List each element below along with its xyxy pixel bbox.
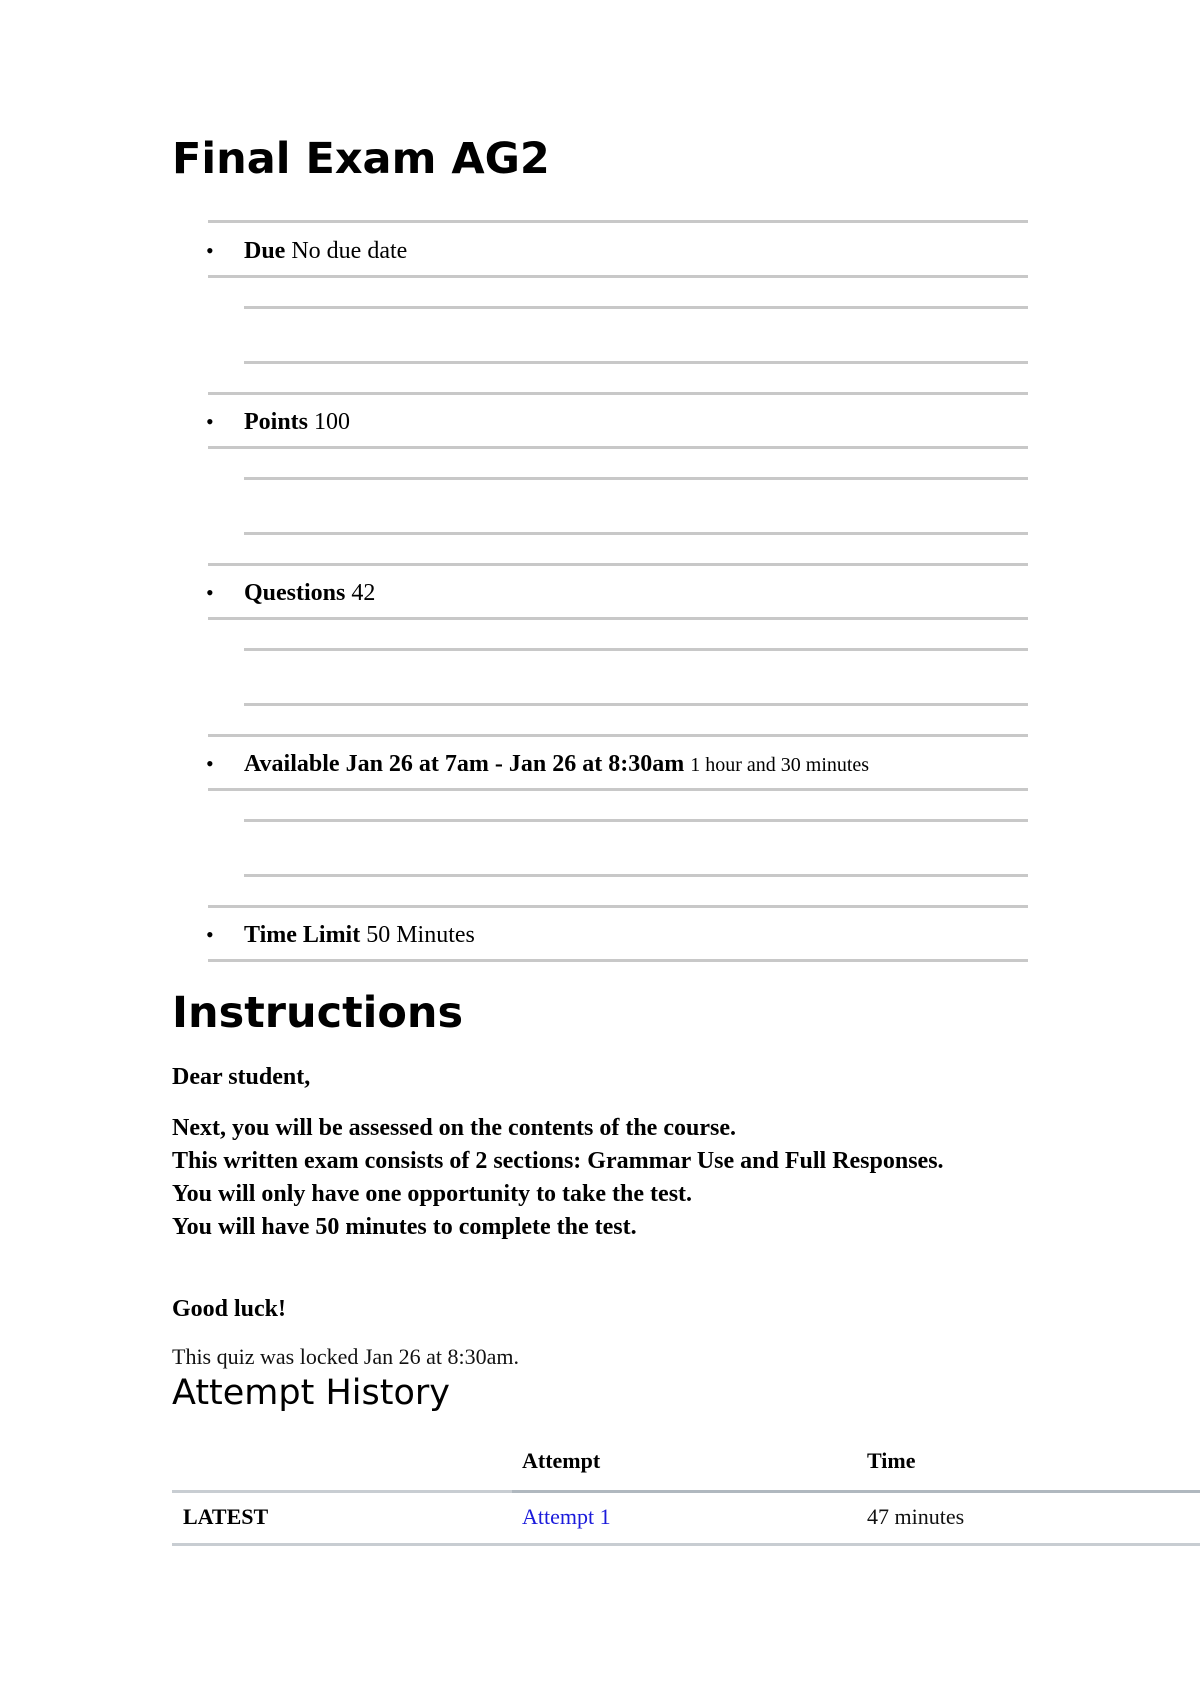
attempt-status-badge: LATEST <box>183 1504 269 1529</box>
detail-due <box>206 231 1036 271</box>
instructions-line: This written exam consists of 2 sections: Grammar Use and Full Responses. <box>172 1148 944 1174</box>
divider <box>208 275 1028 278</box>
divider <box>208 734 1028 737</box>
detail-label: Questions <box>244 580 346 606</box>
divider <box>208 959 1028 962</box>
divider <box>208 617 1028 620</box>
divider <box>208 220 1028 223</box>
attempt-history-heading: Attempt History <box>172 1373 450 1413</box>
instructions-line: You will have 50 minutes to complete the test. <box>172 1214 637 1240</box>
instructions-body <box>172 1112 972 1244</box>
detail-value: 50 Minutes <box>366 922 475 948</box>
divider <box>244 477 1028 480</box>
detail-value: 42 <box>351 580 376 606</box>
instructions-greeting: Dear student, <box>172 1064 311 1090</box>
bullet: • <box>206 238 214 263</box>
instructions-line: Next, you will be assessed on the contents of the course. <box>172 1115 736 1141</box>
detail-label: Due <box>244 238 286 264</box>
bullet: • <box>206 751 214 776</box>
divider <box>208 905 1028 908</box>
page-title: Final Exam AG2 <box>172 134 550 184</box>
table-divider <box>172 1543 1200 1546</box>
instructions-line: You will only have one opportunity to take the test. <box>172 1181 693 1207</box>
detail-value: 100 <box>314 409 351 435</box>
detail-points <box>206 402 1036 442</box>
divider <box>208 446 1028 449</box>
detail-duration: 1 hour and 30 minutes <box>690 754 870 776</box>
divider <box>244 648 1028 651</box>
locked-notice: This quiz was locked Jan 26 at 8:30am. <box>172 1344 520 1369</box>
detail-questions <box>206 573 1036 613</box>
instructions-heading: Instructions <box>172 988 464 1038</box>
bullet: • <box>206 409 214 434</box>
divider <box>244 703 1028 706</box>
divider <box>244 819 1028 822</box>
column-header-attempt: Attempt <box>522 1448 601 1473</box>
divider <box>208 788 1028 791</box>
bullet: • <box>206 922 214 947</box>
table-divider-accent <box>512 1490 1200 1493</box>
divider <box>208 392 1028 395</box>
bullet: • <box>206 580 214 605</box>
divider <box>244 361 1028 364</box>
detail-available <box>206 744 1036 784</box>
detail-label: Available <box>244 751 340 777</box>
detail-time-limit <box>206 915 1036 955</box>
detail-label: Points <box>244 409 309 435</box>
attempt-time: 47 minutes <box>867 1504 965 1529</box>
divider <box>208 563 1028 566</box>
divider <box>244 532 1028 535</box>
column-header-time: Time <box>867 1448 916 1473</box>
detail-value: No due date <box>291 238 408 264</box>
detail-value: Jan 26 at 7am - Jan 26 at 8:30am <box>345 751 685 777</box>
divider <box>244 874 1028 877</box>
instructions-closing: Good luck! <box>172 1296 287 1322</box>
detail-label: Time Limit <box>244 922 361 948</box>
attempt-link[interactable]: Attempt 1 <box>522 1504 611 1529</box>
divider <box>244 306 1028 309</box>
